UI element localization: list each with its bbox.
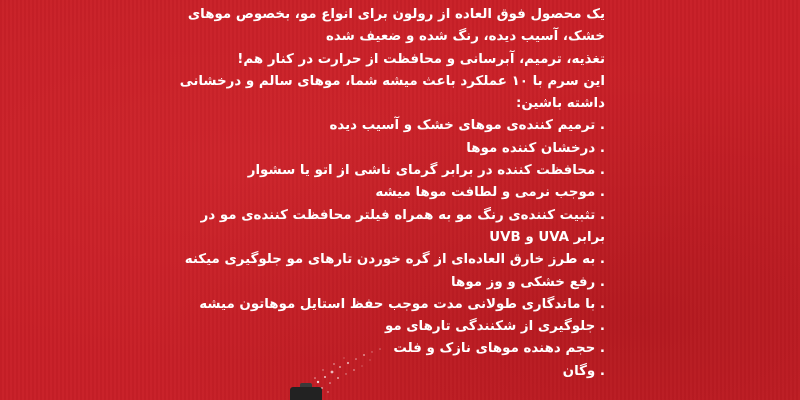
feature-item: . حجم دهنده موهای نازک و فلت [393,341,605,357]
spray-mist [270,330,390,400]
feature-item: . ترمیم کننده‌ی موهای خشک و آسیب دیده [329,118,605,134]
feature-item: . با ماندگاری طولانی مدت موجب حفظ استایل موهاتون میشه [199,296,605,312]
feature-item: . به طرز خارق العاده‌ای از گره خوردن تارهای مو جلوگیری میکنه [184,252,605,268]
description-line: این سرم با ۱۰ عملکرد باعث میشه شما، موهای سالم و درخشانی [179,73,605,89]
description-line: داشته باشین: [516,96,605,112]
feature-item: . جلوگیری از شکنندگی تارهای مو [384,319,605,335]
product-description [179,4,605,383]
description-line: خشک، آسیب دیده، رنگ شده و ضعیف شده [325,29,605,45]
feature-item: . موجب نرمی و لطافت موها میشه [375,185,605,201]
feature-item: . رفع خشکی و وز موها [451,274,605,290]
description-line: تغذیه، ترمیم، آبرسانی و محافظت از حرارت در کنار هم! [237,51,605,67]
feature-item-continuation: برابر UVA و UVB [489,229,605,245]
feature-item: . وگان [562,363,605,379]
description-line: یک محصول فوق العاده از رولون برای انواع مو، بخصوص موهای [187,7,605,22]
product-bottle [290,387,322,400]
feature-item: . درخشان کننده موها [466,140,605,156]
feature-item: . محافظت کننده در برابر گرمای ناشی از اتو یا سشوار [247,163,605,179]
feature-item: . تثبیت کننده‌ی رنگ مو به همراه فیلتر محافظت کننده‌ی مو در [200,207,605,223]
